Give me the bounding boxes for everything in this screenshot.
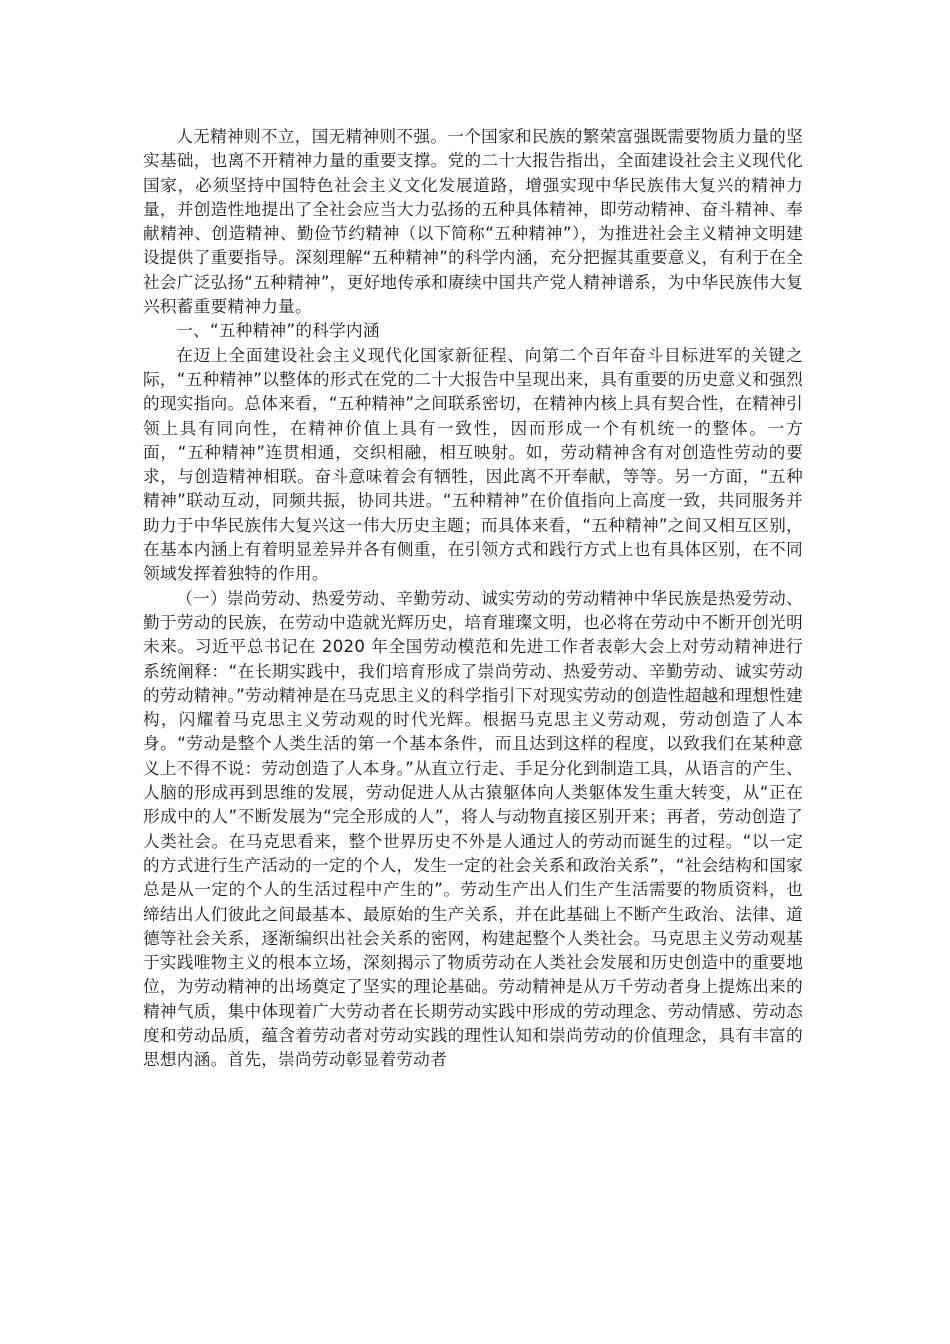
subsection-paragraph: （一）崇尚劳动、热爱劳动、辛勤劳动、诚实劳动的劳动精神中华民族是热爱劳动、勤于劳动的民族，在劳动中造就光辉历史，培育璀璨文明，也必将在劳动中不断开创光明未来。习近平总书记在 2020 年全国劳动模范和先进工作者表彰大会上对劳动精神进行系统阐释：“在长期实践中，我们培育形成了崇尚劳动、热爱劳动、辛勤劳动、诚实劳动的劳动精神。”劳动精神是在马克思主义的科学指引下对现实劳动的创造性超越和理想性建构，闪耀着马克思主义劳动观的时代光辉。根据马克思主义劳动观，劳动创造了人本身。“劳动是整个人类生活的第一个基本条件，而且达到这样的程度，以致我们在某种意义上不得不说：劳动创造了人本身。”从直立行走、手足分化到制造工具，从语言的产生、人脑的形成再到思维的发展，劳动促进人从古猿躯体向人类躯体发生重大转变，从“正在形成中的人”不断发展为“完全形成的人”，将人与动物直接区别开来；再者，劳动创造了人类社会。在马克思看来，整个世界历史不外是人通过人的劳动而诞生的过程。“以一定的方式进行生产活动的一定的个人，发生一定的社会关系和政治关系”，“社会结构和国家总是从一定的个人的生活过程中产生的”。劳动生产出人们生产生活需要的物质资料，也缔结出人们彼此之间最基本、最原始的生产关系，并在此基础上不断产生政治、法律、道德等社会关系，逐渐编织出社会关系的密网，构建起整个人类社会。马克思主义劳动观基于实践唯物主义的根本立场，深刻揭示了物质劳动在人类社会发展和历史创造中的重要地位，为劳动精神的出场奠定了坚实的理论基础。劳动精神是从万千劳动者身上提炼出来的精神气质，集中体现着广大劳动者在长期劳动实践中形成的劳动理念、劳动情感、劳动态度和劳动品质，蕴含着劳动者对劳动实践的理性认知和崇尚劳动的价值理念，具有丰富的思想内涵。首先，崇尚劳动彰显着劳动者 xyxy=(143,588,803,1070)
intro-paragraph: 人无精神则不立，国无精神则不强。一个国家和民族的繁荣富强既需要物质力量的坚实基础，也离不开精神力量的重要支撑。党的二十大报告指出，全面建设社会主义现代化国家，必须坚持中国特色社会主义文化发展道路，增强实现中华民族伟大复兴的精神力量，并创造性地提出了全社会应当大力弘扬的五种具体精神，即劳动精神、奋斗精神、奉献精神、创造精神、勤俭节约精神（以下简称“五种精神”），为推进社会主义精神文明建设提供了重要指导。深刻理解“五种精神”的科学内涵，充分把握其重要意义，有利于在全社会广泛弘扬“五种精神”，更好地传承和赓续中国共产党人精神谱系，为中华民族伟大复兴积蓄重要精神力量。 xyxy=(143,127,803,317)
section-paragraph: 在迈上全面建设社会主义现代化国家新征程、向第二个百年奋斗目标进军的关键之际，“五种精神”以整体的形式在党的二十大报告中呈现出来，具有重要的历史意义和强烈的现实指向。总体来看，“五种精神”之间联系密切，在精神内核上具有契合性，在精神引领上具有同向性，在精神价值上具有一致性，因而形成一个有机统一的整体。一方面，“五种精神”连贯相通，交织相融，相互映射。如，劳动精神含有对创造性劳动的要求，与创造精神相联。奋斗意味着会有牺牲，因此离不开奉献，等等。另一方面，“五种精神”联动互动，同频共振，协同共进。“五种精神”在价值指向上高度一致，共同服务并助力于中华民族伟大复兴这一伟大历史主题；而具体来看，“五种精神”之间又相互区别，在基本内涵上有着明显差异并各有侧重，在引领方式和践行方式上也有具体区别，在不同领域发挥着独特的作用。 xyxy=(143,345,803,584)
document-page xyxy=(143,125,803,1073)
section-heading: 一、“五种精神”的科学内涵 xyxy=(176,321,380,341)
